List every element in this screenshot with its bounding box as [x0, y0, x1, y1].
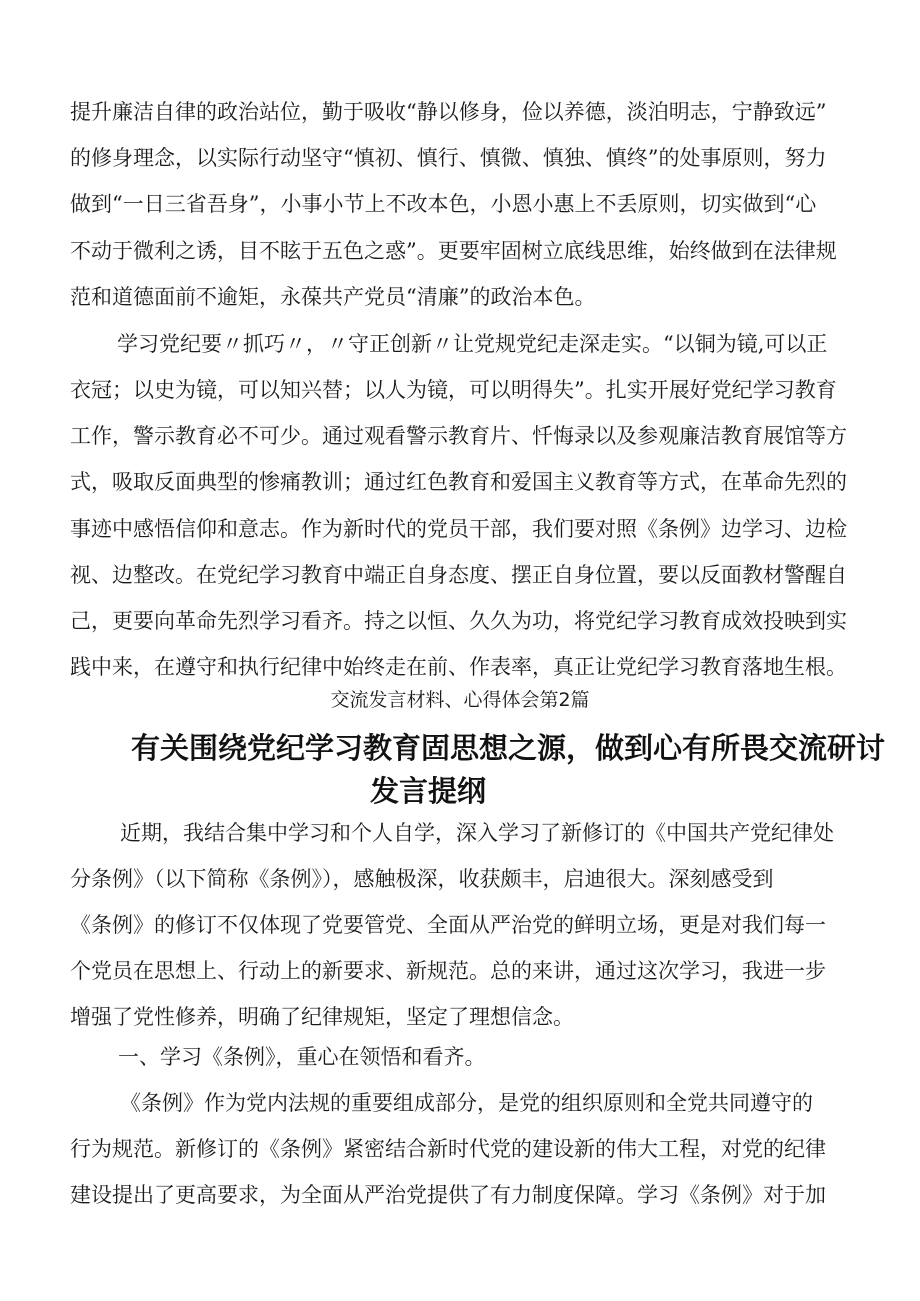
paragraph-line: 学习党纪要〃抓巧〃，〃守正创新〃让党规党纪走深走实。“以铜为镜,可以正: [117, 332, 828, 356]
paragraph-line: 己，更要向革命先烈学习看齐。持之以恒、久久为功，将党纪学习教育成效投映到实: [70, 609, 847, 633]
paragraph-line: 《条例》的修订不仅体现了党要管党、全面从严治党的鲜明立场，更是对我们每一: [70, 913, 826, 937]
paragraph-line: 工作，警示教育必不可少。通过观看警示教育片、忏悔录以及参观廉洁教育展馆等方: [70, 424, 847, 448]
paragraph-line: 增强了党性修养，明确了纪律规矩，坚定了理想信念。: [70, 1005, 574, 1029]
paragraph-line: 事迹中感悟信仰和意志。作为新时代的党员干部，我们要对照《条例》边学习、边检: [70, 517, 847, 541]
paragraph-line: 做到“一日三省吾身”，小事小节上不改本色，小恩小惠上不丢原则，切实做到“心: [70, 192, 817, 216]
paragraph-line: 衣冠；以史为镜，可以知兴替；以人为镜，可以明得失”。扎实开展好党纪学习教育: [70, 378, 837, 402]
paragraph-line: 范和道德面前不逾矩，永葆共产党员“清廉”的政治本色。: [70, 285, 596, 309]
paragraph-line: 提升廉洁自律的政治站位，勤于吸收“静以修身，俭以养德，淡泊明志，宁静致远”: [70, 100, 827, 124]
heading-line-2: 发言提纲: [370, 774, 487, 808]
paragraph-line: 近期，我结合集中学习和个人自学，深入学习了新修订的《中国共产党纪律处: [120, 821, 834, 845]
paragraph-line: 分条例》（以下简称《条例》），感触极深，收获颇丰，启迪很大。深刻感受到: [70, 867, 774, 891]
paragraph-line: 践中来，在遵守和执行纪律中始终走在前、作表率，真正让党纪学习教育落地生根。: [70, 655, 847, 679]
paragraph-line: 视、边整改。在党纪学习教育中端正自身态度、摆正自身位置，要以反面教材警醒自: [70, 563, 847, 587]
section-title: 一、学习《条例》，重心在领悟和看齐。: [118, 1045, 486, 1069]
paragraph-line: 建设提出了更高要求，为全面从严治党提供了有力制度保障。学习《条例》对于加: [70, 1183, 826, 1207]
paragraph-line: 的修身理念，以实际行动坚守“慎初、慎行、慎微、慎独、慎终”的处事原则，努力: [70, 146, 827, 170]
section-subtitle: 交流发言材料、心得体会第2篇: [330, 689, 590, 711]
paragraph-line: 式，吸取反面典型的惨痛教训；通过红色教育和爱国主义教育等方式，在革命先烈的: [70, 470, 847, 494]
paragraph-line: 行为规范。新修订的《条例》紧密结合新时代党的建设新的伟大工程，对党的纪律: [70, 1137, 826, 1161]
heading-line-1: 有关围绕党纪学习教育固思想之源，做到心有所畏交流研讨: [131, 731, 886, 765]
paragraph-line: 《条例》作为党内法规的重要组成部分，是党的组织原则和全党共同遵守的: [120, 1091, 813, 1115]
paragraph-line: 个党员在思想上、行动上的新要求、新规范。总的来讲，通过这次学习，我进一步: [70, 959, 826, 983]
paragraph-line: 不动于微利之诱，目不眩于五色之惑”。更要牢固树立底线思维，始终做到在法律规: [70, 239, 837, 263]
